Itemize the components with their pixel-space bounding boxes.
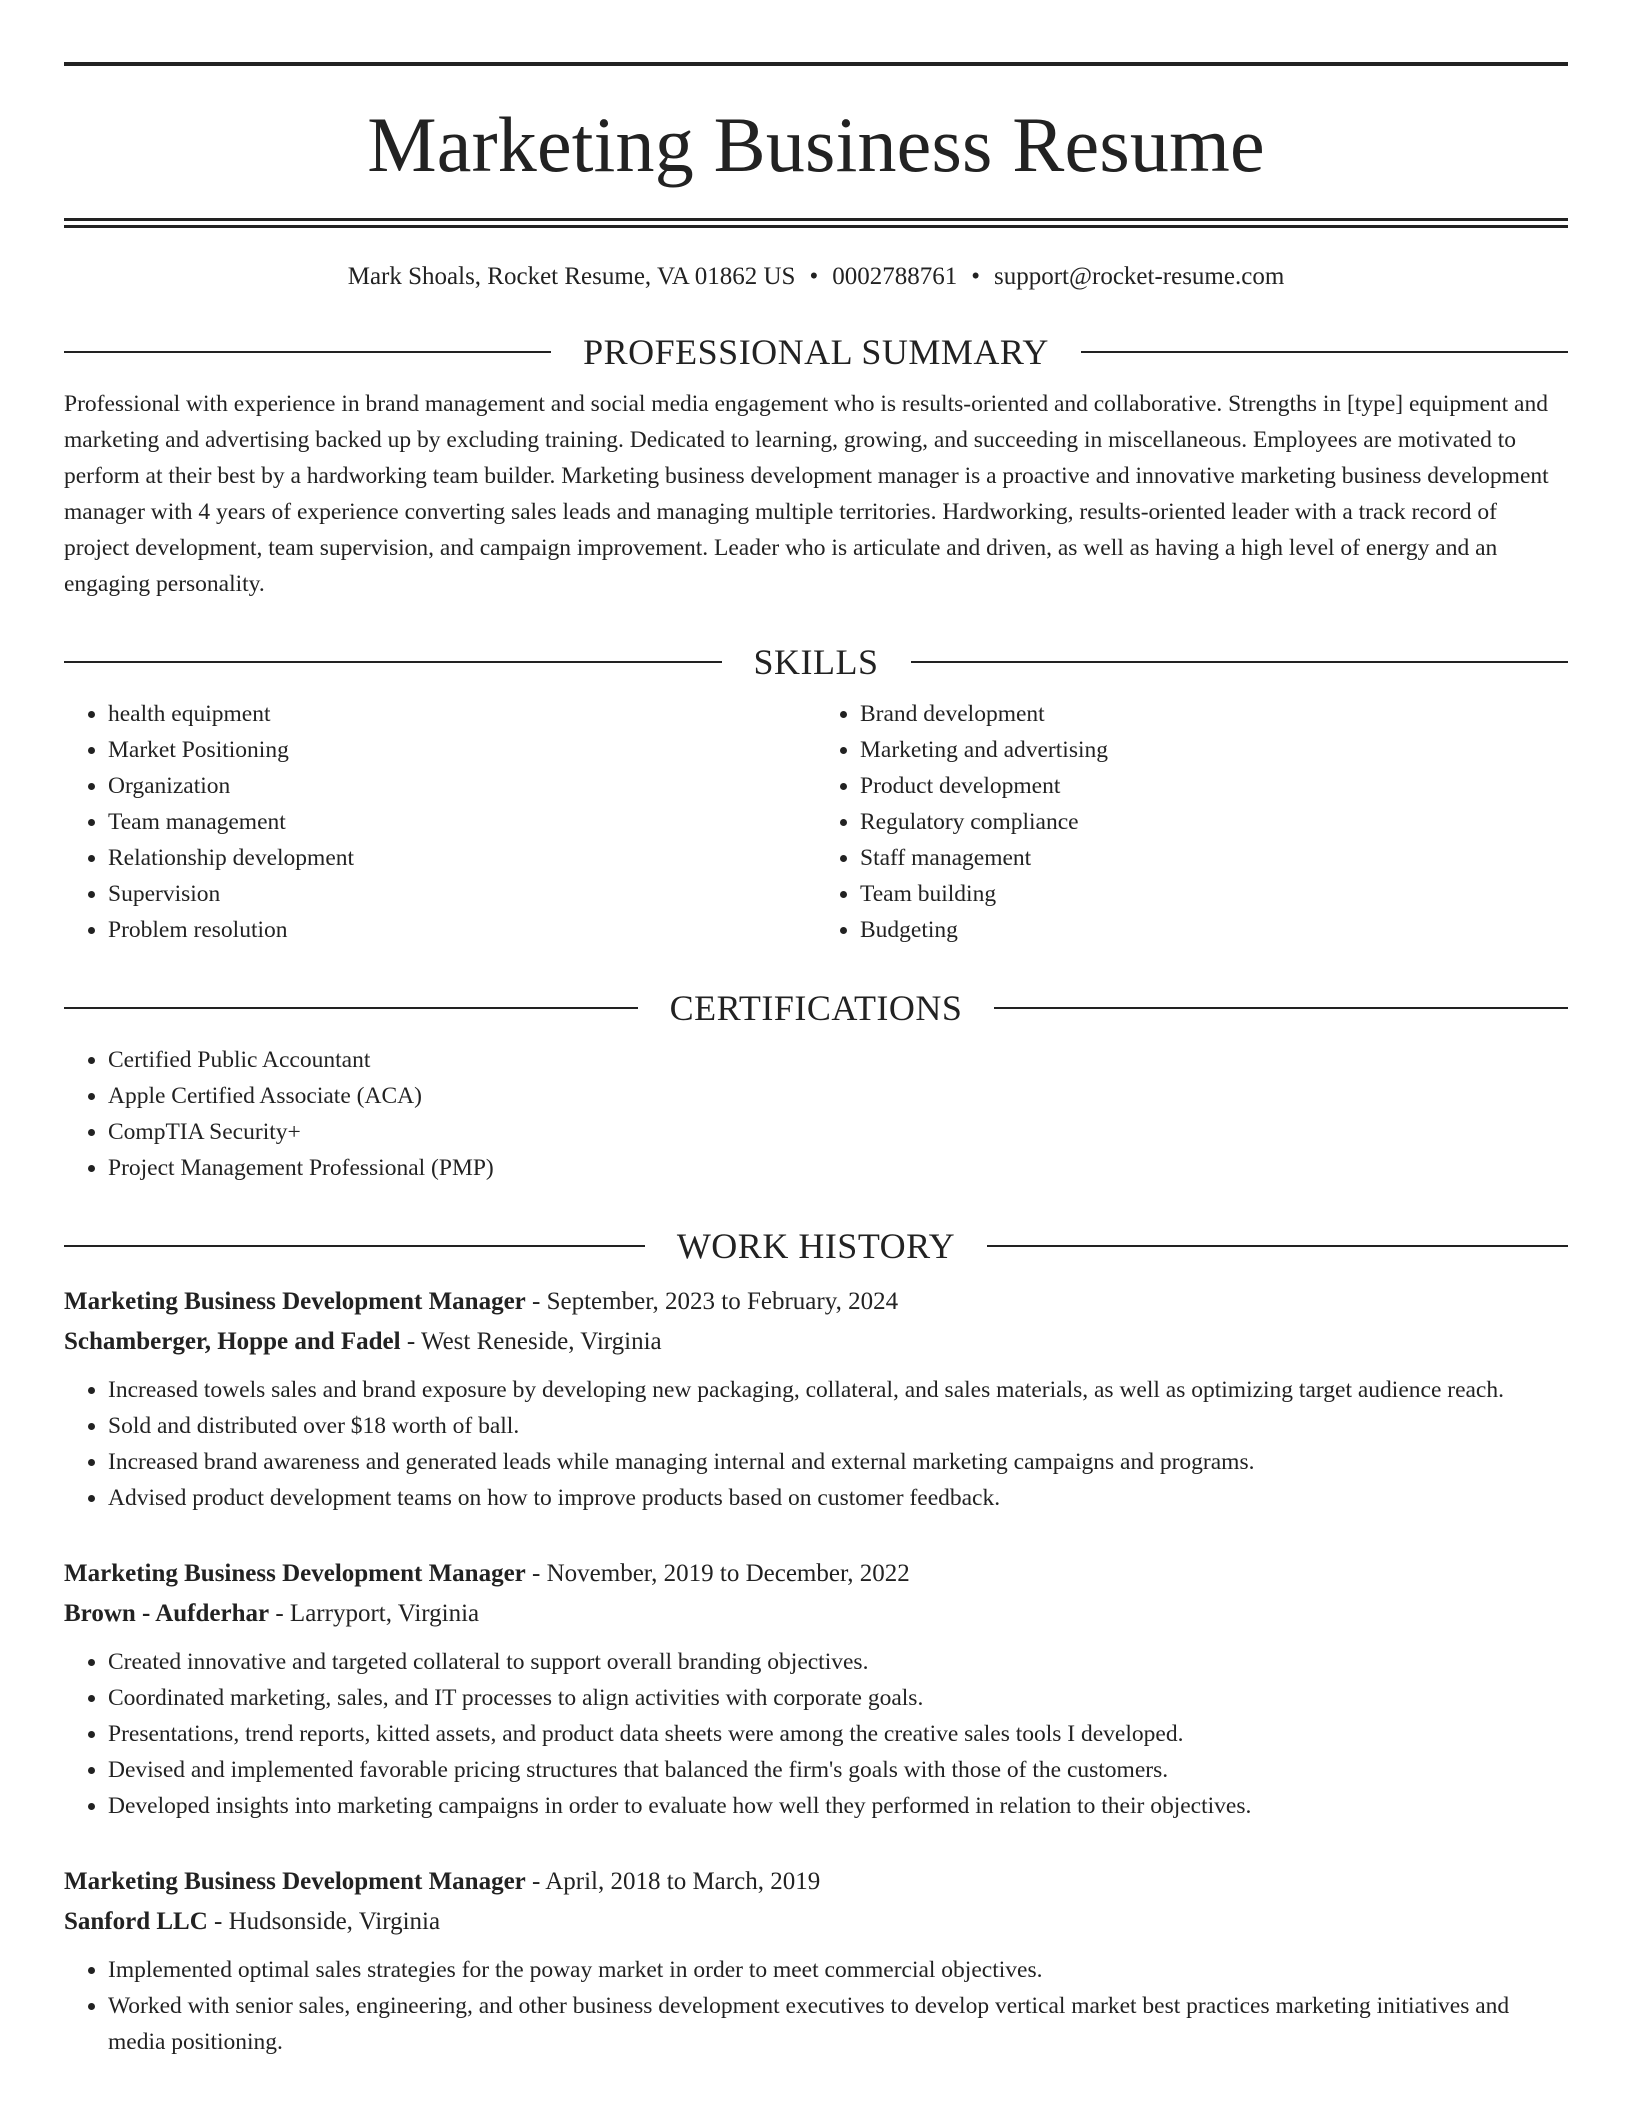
job-bullets bbox=[64, 1372, 1568, 1516]
job-bullet: • Coordinated marketing, sales, and IT processes to align activities with corporate goals. bbox=[108, 1680, 1568, 1716]
job-company-line bbox=[64, 1322, 1568, 1362]
skill-item: • Problem resolution bbox=[108, 912, 816, 948]
job-bullet: • Devised and implemented favorable pricing structures that balanced the firm's goals with those of the customers. bbox=[108, 1752, 1568, 1788]
skills-heading bbox=[64, 644, 1568, 680]
resume-title: Marketing Business Resume bbox=[367, 101, 1265, 188]
certification-item: • Certified Public Accountant bbox=[108, 1042, 1568, 1078]
job-company: Sanford LLC bbox=[64, 1908, 208, 1935]
skills-columns bbox=[64, 696, 1568, 948]
job-company: Brown - Aufderhar bbox=[64, 1600, 270, 1627]
certifications-list bbox=[64, 1042, 1568, 1186]
job-title-line bbox=[64, 1282, 1568, 1322]
job-company-line bbox=[64, 1594, 1568, 1634]
heading-rule-left bbox=[64, 351, 551, 353]
job-title-line bbox=[64, 1554, 1568, 1594]
heading-rule-left bbox=[64, 1007, 638, 1009]
job-bullet: • Worked with senior sales, engineering, and other business development executives to develop vertical market best practices marketing initiatives and media positioning. bbox=[108, 1988, 1568, 2060]
job-dates: - September, 2023 to February, 2024 bbox=[525, 1288, 899, 1315]
job-entry bbox=[64, 1554, 1568, 1824]
heading-rule-right bbox=[911, 661, 1569, 663]
job-dates: - November, 2019 to December, 2022 bbox=[525, 1560, 910, 1587]
job-title: Marketing Business Development Manager bbox=[64, 1288, 526, 1315]
job-bullets bbox=[64, 1952, 1568, 2060]
job-entry bbox=[64, 1282, 1568, 1516]
job-bullet: • Presentations, trend reports, kitted assets, and product data sheets were among the creative sales tools I developed. bbox=[108, 1716, 1568, 1752]
certifications-heading-label: CERTIFICATIONS bbox=[669, 988, 963, 1028]
certification-item: • CompTIA Security+ bbox=[108, 1114, 1568, 1150]
title-double-rule bbox=[64, 218, 1568, 228]
job-bullet: • Created innovative and targeted collateral to support overall branding objectives. bbox=[108, 1644, 1568, 1680]
job-bullet: • Advised product development teams on how to improve products based on customer feedback. bbox=[108, 1480, 1568, 1516]
contact-address: Mark Shoals, Rocket Resume, VA 01862 US bbox=[347, 263, 796, 290]
contact-phone: 0002788761 bbox=[832, 263, 958, 290]
certification-item: • Project Management Professional (PMP) bbox=[108, 1150, 1568, 1186]
skill-item: • Supervision bbox=[108, 876, 816, 912]
skill-item: • Team building bbox=[860, 876, 1568, 912]
summary-heading bbox=[64, 334, 1568, 370]
skill-item: • health equipment bbox=[108, 696, 816, 732]
job-bullet: • Increased brand awareness and generated leads while managing internal and external marketing campaigns and programs. bbox=[108, 1444, 1568, 1480]
job-dates: - April, 2018 to March, 2019 bbox=[525, 1868, 821, 1895]
skills-heading-label: SKILLS bbox=[753, 642, 879, 682]
skill-item: • Product development bbox=[860, 768, 1568, 804]
work-history-heading bbox=[64, 1228, 1568, 1264]
skill-item: • Team management bbox=[108, 804, 816, 840]
skill-item: • Relationship development bbox=[108, 840, 816, 876]
job-bullet: • Sold and distributed over $18 worth of ball. bbox=[108, 1408, 1568, 1444]
job-company-line bbox=[64, 1902, 1568, 1942]
job-bullet: • Increased towels sales and brand exposure by developing new packaging, collateral, and sales materials, as well as optimizing target audience reach. bbox=[108, 1372, 1568, 1408]
skill-item: • Brand development bbox=[860, 696, 1568, 732]
job-bullet: • Developed insights into marketing campaigns in order to evaluate how well they performed in relation to their objectives. bbox=[108, 1788, 1568, 1824]
work-history-heading-label: WORK HISTORY bbox=[676, 1226, 956, 1266]
heading-rule-left bbox=[64, 1245, 645, 1247]
work-history-list bbox=[64, 1282, 1568, 2060]
heading-rule-right bbox=[987, 1245, 1568, 1247]
job-title: Marketing Business Development Manager bbox=[64, 1560, 526, 1587]
certification-item: • Apple Certified Associate (ACA) bbox=[108, 1078, 1568, 1114]
job-location: - Hudsonside, Virginia bbox=[207, 1908, 441, 1935]
job-bullets bbox=[64, 1644, 1568, 1824]
contact-email: support@rocket-resume.com bbox=[993, 263, 1285, 290]
job-title-line bbox=[64, 1862, 1568, 1902]
contact-line bbox=[64, 262, 1568, 292]
heading-rule-left bbox=[64, 661, 722, 663]
contact-separator: • bbox=[809, 263, 819, 290]
heading-rule-right bbox=[1081, 351, 1568, 353]
skills-list-right bbox=[816, 696, 1568, 948]
skill-item: • Regulatory compliance bbox=[860, 804, 1568, 840]
heading-rule-right bbox=[994, 1007, 1568, 1009]
skill-item: • Staff management bbox=[860, 840, 1568, 876]
top-rule bbox=[64, 62, 1568, 66]
job-location: - West Reneside, Virginia bbox=[400, 1328, 662, 1355]
resume-page bbox=[64, 62, 1568, 2060]
skills-list-left bbox=[64, 696, 816, 948]
summary-heading-label: PROFESSIONAL SUMMARY bbox=[583, 332, 1049, 372]
certifications-heading bbox=[64, 990, 1568, 1026]
job-entry bbox=[64, 1862, 1568, 2060]
job-location: - Larryport, Virginia bbox=[269, 1600, 480, 1627]
skill-item: • Marketing and advertising bbox=[860, 732, 1568, 768]
job-bullet: • Implemented optimal sales strategies for the poway market in order to meet commercial objectives. bbox=[108, 1952, 1568, 1988]
summary-text: Professional with experience in brand management and social media engagement who is results-oriented and collaborative. Strengths in [type] equipment and marketing and advertising backed up by excluding training. Dedicated to learning, growing, and succeeding in miscellaneous. Employees are motivated to perform at their best by a hardworking team builder. Marketing business development manager is a proactive and innovative marketing business development manager with 4 years of experience converting sales leads and managing multiple territories. Hardworking, results-oriented leader with a track record of project development, team supervision, and campaign improvement. Leader who is articulate and driven, as well as having a high level of energy and an engaging personality. bbox=[64, 391, 1549, 597]
contact-separator: • bbox=[971, 263, 980, 290]
skill-item: • Budgeting bbox=[860, 912, 1568, 948]
skill-item: • Organization bbox=[108, 768, 816, 804]
job-company: Schamberger, Hoppe and Fadel bbox=[64, 1328, 401, 1355]
skill-item: • Market Positioning bbox=[108, 732, 816, 768]
job-title: Marketing Business Development Manager bbox=[64, 1868, 526, 1895]
